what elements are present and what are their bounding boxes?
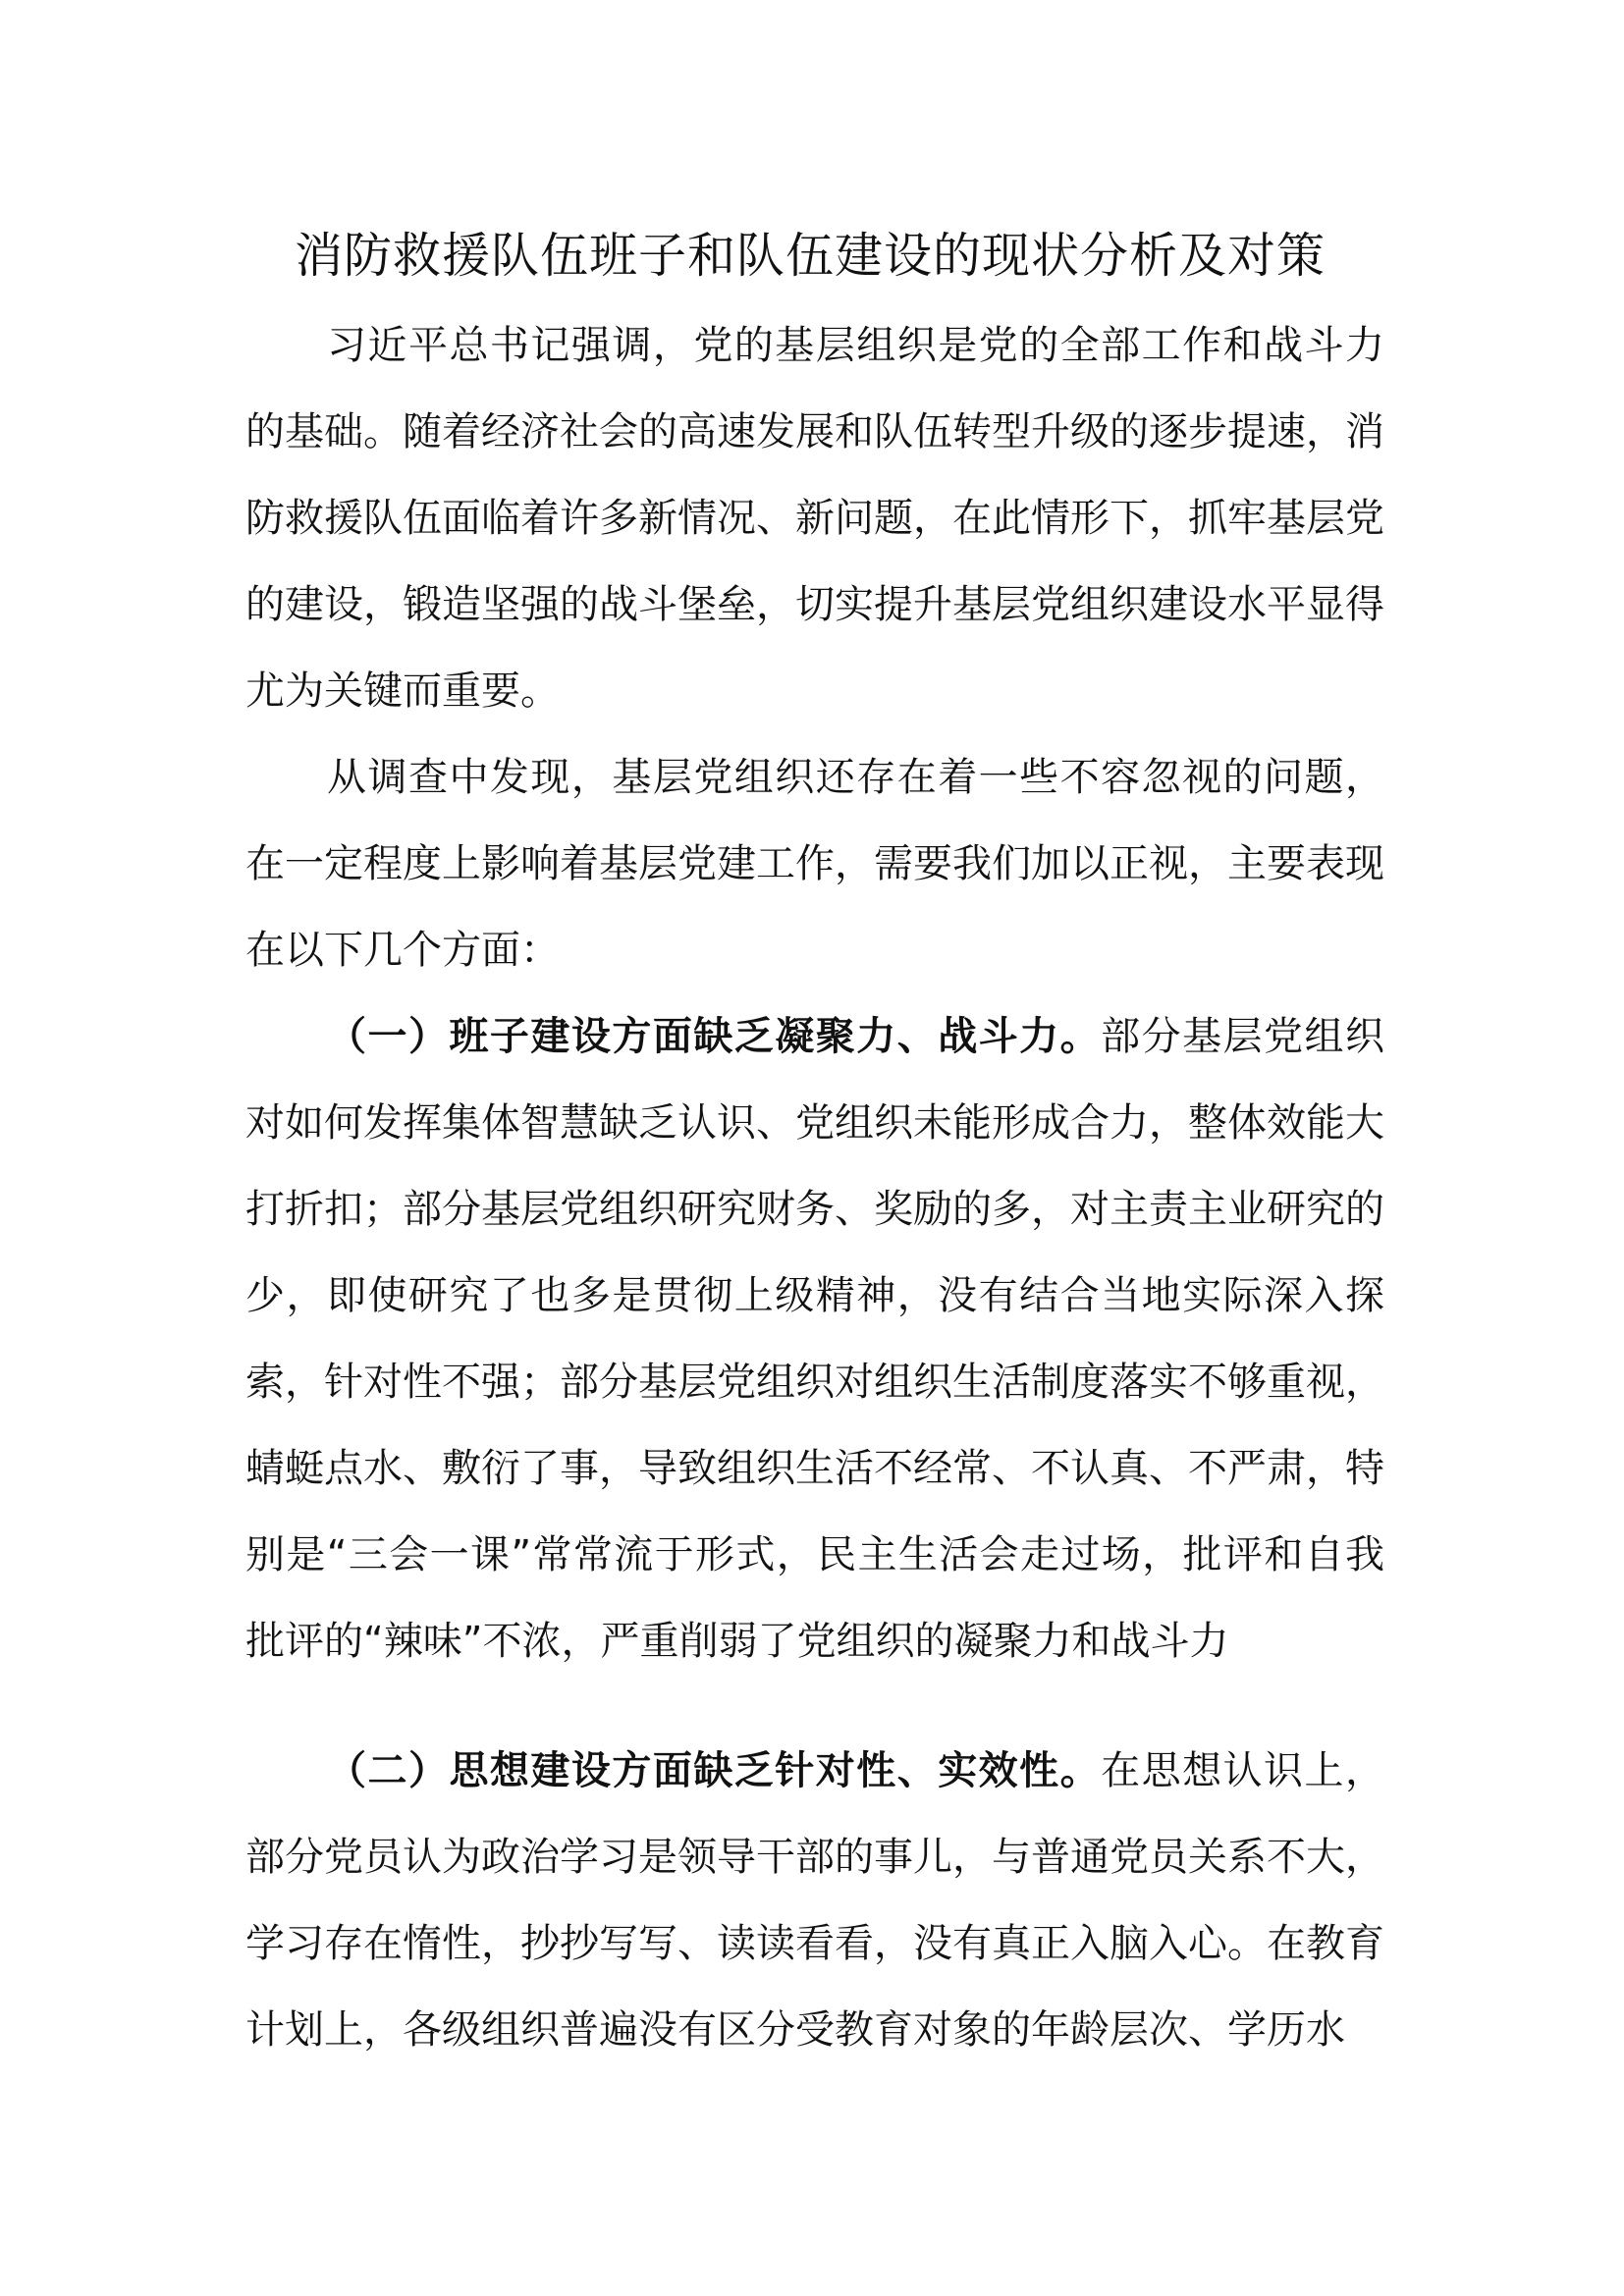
paragraph-text: 部分基层党组织对如何发挥集体智慧缺乏认识、党组织未能形成合力，整体效能大打折扣；部分基层党组织研究财务、奖励的多，对主责主业研究的少，即使研究了也多是贯彻上级精神，没有结合当地实际深入探索，针对性不强；部分基层党组织对组织生活制度落实不够重视，蜻蜓点水、敷衍了事，导致组织生活不经常、不认真、不严肃，特别是“三会一课”常常流于形式，民主生活会走过场，批评和自我批评的“辣味”不浓，严重削弱了党组织的凝聚力和战斗力 bbox=[245, 1014, 1385, 1664]
section-heading-1: （一）班子建设方面缺乏凝聚力、战斗力。 bbox=[327, 1014, 1102, 1059]
section-heading-2: （二）思想建设方面缺乏针对性、实效性。 bbox=[327, 1748, 1102, 1793]
paragraph-section-1 bbox=[245, 993, 1384, 1684]
paragraph-findings bbox=[245, 734, 1384, 993]
document-title: 消防救援队伍班子和队伍建设的现状分析及对策 bbox=[295, 228, 1326, 284]
paragraph-text: 从调查中发现，基层党组织还存在着一些不容忽视的问题，在一定程度上影响着基层党建工作，需要我们加以正视，主要表现在以下几个方面： bbox=[245, 755, 1384, 973]
paragraph-text: 在思想认识上，部分党员认为政治学习是领导干部的事儿，与普通党员关系不大，学习存在惰性，抄抄写写、读读看看，没有真正入脑入心。在教育计划上，各级组织普遍没有区分受教育对象的年龄层次、学历水 bbox=[245, 1748, 1385, 2053]
paragraph-section-2 bbox=[245, 1728, 1384, 2073]
paragraph-text: 习近平总书记强调，党的基层组织是党的全部工作和战斗力的基础。随着经济社会的高速发展和队伍转型升级的逐步提速，消防救援队伍面临着许多新情况、新问题，在此情形下，抓牢基层党的建设，锻造坚强的战斗堡垒，切实提升基层党组织建设水平显得尤为关键而重要。 bbox=[245, 323, 1384, 714]
paragraph-intro bbox=[245, 302, 1384, 734]
